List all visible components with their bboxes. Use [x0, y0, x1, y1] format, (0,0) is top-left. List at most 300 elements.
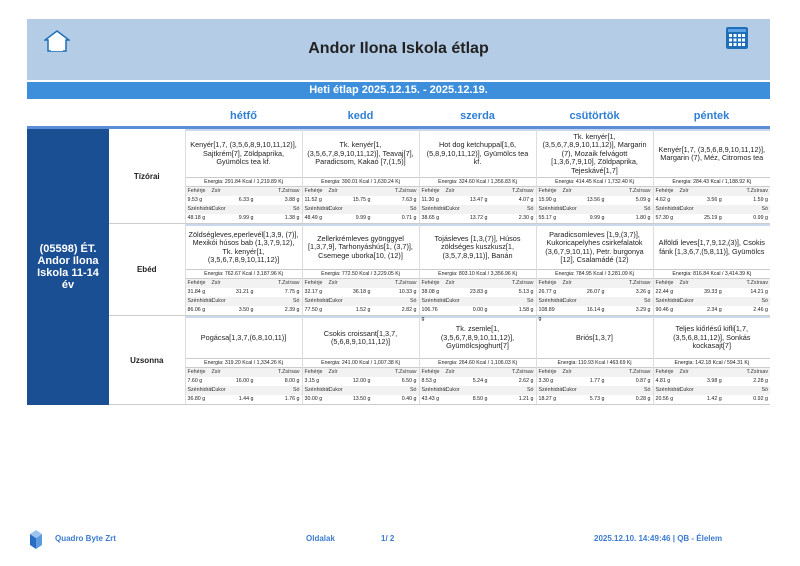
nutrient-row [303, 279, 419, 288]
nutrient-value: 9.99 g [589, 215, 605, 221]
nutrient-value: 36.18 g [352, 289, 371, 295]
nutrient-value: Fehérje [655, 280, 674, 286]
nutrient-row [654, 306, 771, 315]
energy-value: Energia: 803.10 Kcal / 3,356.96 Kj [420, 269, 536, 279]
nutrient-value: 2.46 g [753, 307, 768, 313]
meal-row [27, 316, 770, 405]
menu-cell [419, 316, 536, 405]
nutrient-value: 3.26 g [635, 289, 651, 295]
energy-value: Energia: 762.67 Kcal / 3,187.96 Kj [186, 269, 302, 279]
meal-description: Csokis croissant[1,3,7, (5,6,8,9,10,11,12)] [303, 316, 419, 358]
nutrient-value: Zsír [211, 188, 221, 194]
nutrient-value: T.Zsírsav [629, 188, 651, 194]
energy-value: Energia: 291.84 Kcal / 1,219.89 Kj [186, 177, 302, 187]
energy-value: Energia: 110.93 Kcal / 463.69 Kj [537, 358, 653, 368]
energy-value: Energia: 319.20 Kcal / 1,334.26 Kj [186, 358, 302, 368]
nutrient-value: 0.87 g [635, 378, 651, 384]
nutrient-value: 106.76 g [421, 307, 438, 322]
nutrient-row [537, 214, 653, 223]
institution-name: (05598) ÉT. Andor Ilona Iskola 11-14 év [27, 128, 109, 405]
nutrient-value: 0.28 g [635, 396, 651, 402]
nutrient-value: 26.77 g [538, 289, 557, 295]
energy-value: Energia: 284.43 Kcal / 1,188.92 Kj [654, 177, 771, 187]
nutrient-row [537, 196, 653, 205]
nutrient-value: 30.00 g [304, 396, 323, 402]
nutrient-value: Cukor [562, 206, 577, 212]
meal-description: Tk. kenyér[1, (3,5,6,7,8,9,10,11,12)], Teavaj[7], Paradicsom, Kakaó [7,(1,5)] [303, 129, 419, 177]
menu-cell [302, 224, 419, 316]
nutrient-value: 8.50 g [472, 396, 488, 402]
nutrient-value: Fehérje [655, 369, 674, 375]
nutrient-value: Só [293, 206, 300, 212]
meal-description: Tk. kenyér[1, (3,5,6,7,8,9,10,11,12)], Margarin (7), Mozaik felvágott [1,3,6,7,9,10], Zöldpaprika, Tejeskávé[1,7] [537, 129, 653, 177]
meal-description: Hot dog ketchuppal[1,6, (5,8,9,10,11,12)], Gyümölcs tea kf. [420, 129, 536, 177]
nutrient-value: 13.50 g [352, 396, 371, 402]
nutrient-row [537, 368, 653, 377]
nutrient-value: 20.56 g [655, 396, 674, 402]
nutrient-row [186, 377, 302, 386]
nutrient-value: 3.15 g [304, 378, 320, 384]
nutrient-value: T.Zsírsav [746, 369, 768, 375]
nutrient-row [654, 395, 771, 404]
nutrient-value: Só [644, 206, 651, 212]
nutrient-value: Cukor [211, 387, 226, 393]
nutrient-value: 7.63 g [401, 197, 417, 203]
nutrient-value: Cukor [445, 298, 460, 304]
nutrient-value: 9.53 g [187, 197, 203, 203]
nutrient-value: Zsír [562, 369, 572, 375]
nutrient-value: 23.83 g [469, 289, 488, 295]
nutrient-value: Szénhidrát [304, 298, 330, 304]
nutrient-row [303, 395, 419, 404]
day-header: csütörtök [536, 106, 653, 128]
nutrient-value: Cukor [679, 206, 694, 212]
page-title: Andor Ilona Iskola étlap [308, 40, 489, 57]
nutrient-value: T.Zsírsav [629, 280, 651, 286]
nutrient-row [654, 214, 771, 223]
nutrient-value: 16.14 g [586, 307, 605, 313]
nutrient-value: 38.08 g [421, 289, 440, 295]
nutrient-value: Fehérje [538, 280, 557, 286]
nutrient-value: 9.99 g [238, 215, 254, 221]
nutrient-value: Fehérje [187, 188, 206, 194]
nutrient-value: 39.33 g [704, 289, 722, 295]
nutrient-value: Szénhidrát [304, 206, 330, 212]
nutrient-row [186, 297, 302, 306]
nutrient-value: 0.00 g [472, 307, 488, 313]
nutrient-value: 25.19 g [704, 215, 722, 221]
nutrient-value: Cukor [211, 206, 226, 212]
nutrient-value: Zsír [562, 188, 572, 194]
nutrient-row [303, 214, 419, 223]
nutrient-row [303, 196, 419, 205]
nutrient-value: 8.53 g [421, 378, 437, 384]
energy-value: Energia: 241.00 Kcal / 1,007.38 Kj [303, 358, 419, 368]
nutrient-value: 48.49 g [304, 215, 323, 221]
nutrient-value: Fehérje [655, 188, 674, 194]
energy-value: Energia: 142.18 Kcal / 594.31 Kj [654, 358, 771, 368]
week-range: Heti étlap 2025.12.15. - 2025.12.19. [27, 82, 770, 99]
nutrient-row [186, 306, 302, 315]
nutrient-row [420, 196, 536, 205]
nutrient-value: T.Zsírsav [512, 280, 534, 286]
nutrient-value: 12.00 g [352, 378, 371, 384]
nutrient-value: 1.42 g [707, 396, 722, 402]
footer-pages-value: 1/ 2 [381, 534, 395, 543]
nutrient-value: 31.21 g [235, 289, 254, 295]
nutrient-value: 11.52 g [304, 197, 322, 203]
nutrient-value: T.Zsírsav [278, 280, 300, 286]
nutrient-value: 48.18 g [187, 215, 206, 221]
day-header: kedd [302, 106, 419, 128]
nutrient-value: 1.21 g [518, 396, 534, 402]
nutrient-value: 32.17 g [304, 289, 323, 295]
nutrient-row [303, 386, 419, 395]
nutrient-value: 1.77 g [589, 378, 605, 384]
nutrient-row [186, 395, 302, 404]
nutrient-value: Fehérje [304, 280, 323, 286]
nutrient-value: T.Zsírsav [278, 188, 300, 194]
meal-description: Kenyér[1,7, (3,5,6,8,9,10,11,12)], Margarin (7), Méz, Citromos tea [654, 129, 771, 177]
nutrient-row [420, 377, 536, 386]
nutrient-value: Fehérje [304, 369, 323, 375]
menu-cell [185, 316, 302, 405]
menu-cell [536, 224, 653, 322]
nutrient-value: Só [293, 387, 300, 393]
day-header: szerda [419, 106, 536, 128]
nutrient-value: 22.44 g [655, 289, 674, 295]
nutrient-row [654, 386, 771, 395]
day-header: péntek [653, 106, 770, 128]
menu-table [27, 106, 770, 405]
nutrient-value: 55.17 g [538, 215, 557, 221]
nutrient-row [303, 288, 419, 297]
nutrient-value: Só [644, 298, 651, 304]
nutrient-value: Cukor [328, 206, 343, 212]
nutrient-value: T.Zsírsav [395, 280, 417, 286]
menu-cell [419, 128, 536, 224]
energy-value: Energia: 772.50 Kcal / 3,229.05 Kj [303, 269, 419, 279]
nutrient-value: 5.24 g [472, 378, 488, 384]
nutrient-value: T.Zsírsav [746, 280, 768, 286]
nutrient-value: 1.76 g [284, 396, 300, 402]
nutrient-value: Cukor [445, 206, 460, 212]
nutrient-value: 26.07 g [586, 289, 605, 295]
nutrient-value: 5.73 g [589, 396, 605, 402]
page-header [27, 19, 770, 80]
nutrient-value: 15.90 g [538, 197, 557, 203]
nutrient-value: Só [761, 206, 768, 212]
nutrient-row [186, 196, 302, 205]
nutrient-value: T.Zsírsav [746, 188, 768, 194]
nutrient-value: Fehérje [187, 280, 206, 286]
meal-label: Ebéd [109, 224, 185, 316]
nutrient-value: Cukor [679, 298, 694, 304]
nutrient-row [654, 196, 771, 205]
energy-value: Energia: 264.60 Kcal / 1,106.03 Kj [420, 358, 536, 368]
nutrient-value: 8.00 g [284, 378, 300, 384]
nutrient-row [420, 205, 536, 214]
nutrient-row [186, 279, 302, 288]
calendar-icon[interactable] [726, 27, 748, 49]
nutrient-value: Cukor [679, 387, 694, 393]
nutrient-value: 5.09 g [635, 197, 651, 203]
energy-value: Energia: 390.01 Kcal / 1,630.24 Kj [303, 177, 419, 187]
nutrient-value: 10.33 g [398, 289, 417, 295]
nutrient-value: 2.62 g [518, 378, 534, 384]
nutrient-value: 90.46 g [655, 307, 674, 313]
nutrient-value: 3.56 g [707, 197, 722, 203]
nutrient-value: Szénhidrát [538, 298, 564, 304]
nutrient-value: T.Zsírsav [278, 369, 300, 375]
nutrient-value: 7.75 g [284, 289, 300, 295]
meal-row [27, 224, 770, 316]
nutrient-value: Só [410, 387, 417, 393]
nutrient-value: 9.99 g [355, 215, 371, 221]
nutrient-value: Szénhidrát [655, 206, 681, 212]
nutrient-value: 36.80 g [187, 396, 206, 402]
menu-cell [536, 128, 653, 224]
nutrient-value: Só [527, 387, 534, 393]
nutrient-value: 31.84 g [187, 289, 206, 295]
nutrient-value: 77.50 g [304, 307, 323, 313]
nutrient-value: Só [761, 298, 768, 304]
nutrient-value: Zsír [445, 188, 455, 194]
nutrient-row [537, 386, 653, 395]
nutrient-value: 13.72 g [469, 215, 488, 221]
nutrient-value: 14.21 g [750, 289, 768, 295]
nutrient-value: Zsír [679, 369, 689, 375]
nutrient-value: 3.30 g [538, 378, 554, 384]
nutrient-value: 1.80 g [635, 215, 651, 221]
menu-cell [302, 316, 419, 405]
meal-description: Tojásleves [1,3,(7)], Húsos zöldséges kuszkusz[1, (3,5,7,8,9,11)], Banán [420, 224, 536, 269]
nutrient-value: Szénhidrát [304, 387, 330, 393]
footer-company: Quadro Byte Zrt [55, 534, 116, 543]
menu-cell [653, 128, 770, 224]
nutrient-row [420, 297, 536, 306]
nutrient-row [420, 306, 536, 322]
nutrient-row [654, 205, 771, 214]
nutrient-row [303, 377, 419, 386]
nutrient-row [537, 288, 653, 297]
nutrient-value: 11.30 g [421, 197, 439, 203]
nutrient-value: T.Zsírsav [512, 369, 534, 375]
nutrient-value: 4.07 g [518, 197, 534, 203]
menu-cell [536, 316, 653, 405]
nutrient-value: Só [293, 298, 300, 304]
nutrient-value: Cukor [445, 387, 460, 393]
meal-description: Pogácsa[1,3,7,(6,8,10,11)] [186, 316, 302, 358]
nutrient-row [654, 279, 771, 288]
nutrient-row [303, 306, 419, 315]
menu-cell [653, 316, 770, 405]
meal-description: Briós[1,3,7] [537, 316, 653, 358]
nutrient-row [537, 395, 653, 404]
nutrient-row [186, 386, 302, 395]
nutrient-value: Fehérje [538, 369, 557, 375]
menu-cell [185, 224, 302, 316]
nutrient-row [420, 395, 536, 404]
nutrient-row [303, 368, 419, 377]
nutrient-value: 1.44 g [238, 396, 254, 402]
nutrient-value: Zsír [328, 280, 338, 286]
nutrient-value: Szénhidrát [421, 387, 447, 393]
nutrient-value: Só [527, 298, 534, 304]
nutrient-value: Cukor [562, 387, 577, 393]
day-header: hétfő [185, 106, 302, 128]
meal-description: Paradicsomleves [1,9,(3,7)], Kukoricapelyhes csirkefalatok (3,6,7,9,10,11), Petr. burgonya [12], Csalamádé (12) [537, 224, 653, 269]
nutrient-row [537, 377, 653, 386]
nutrient-row [654, 377, 771, 386]
nutrient-value: 3.98 g [707, 378, 722, 384]
energy-value: Energia: 816.84 Kcal / 3,414.39 Kj [654, 269, 771, 279]
nutrient-value: Cukor [562, 298, 577, 304]
nutrient-value: 0.92 g [753, 396, 768, 402]
nutrient-row [537, 306, 653, 322]
nutrient-value: 13.56 g [586, 197, 605, 203]
nutrient-value: Szénhidrát [187, 387, 213, 393]
nutrient-value: 108.89 g [538, 307, 555, 322]
nutrient-row [186, 205, 302, 214]
nutrient-value: Cukor [328, 298, 343, 304]
nutrient-row [537, 187, 653, 196]
nutrient-value: 15.75 g [352, 197, 371, 203]
meal-description: Kenyér[1,7, (3,5,6,8,9,10,11,12)], Sajtkrém[7], Zöldpaprika, Gyümölcs tea kf. [186, 129, 302, 177]
nutrient-value: 13.47 g [469, 197, 488, 203]
footer-pages-label: Oldalak [306, 534, 335, 543]
footer-timestamp: 2025.12.10. 14:49:46 | QB - Élelem [594, 534, 723, 543]
nutrient-row [420, 279, 536, 288]
nutrient-value: Cukor [211, 298, 226, 304]
nutrient-value: 2.82 g [401, 307, 417, 313]
nutrient-value: 4.62 g [655, 197, 671, 203]
nutrient-row [420, 214, 536, 223]
nutrient-value: 6.33 g [238, 197, 254, 203]
nutrient-value: 3.88 g [284, 197, 300, 203]
nutrient-value: Zsír [445, 369, 455, 375]
nutrient-value: T.Zsírsav [512, 188, 534, 194]
nutrient-row [420, 187, 536, 196]
nutrient-value: 1.52 g [355, 307, 371, 313]
nutrient-row [654, 187, 771, 196]
energy-value: Energia: 784.95 Kcal / 3,281.09 Kj [537, 269, 653, 279]
nutrient-value: Só [761, 387, 768, 393]
meal-label: Tízórai [109, 128, 185, 224]
nutrient-value: Só [410, 206, 417, 212]
nutrient-row [303, 205, 419, 214]
nutrient-value: Zsír [679, 188, 689, 194]
nutrient-value: Zsír [679, 280, 689, 286]
nutrient-value: Szénhidrát [187, 206, 213, 212]
nutrient-value: 7.60 g [187, 378, 203, 384]
nutrient-row [537, 279, 653, 288]
menu-cell [653, 224, 770, 316]
nutrient-row [186, 187, 302, 196]
nutrient-value: 0.40 g [401, 396, 417, 402]
nutrient-value: Szénhidrát [187, 298, 213, 304]
nutrient-value: Zsír [211, 280, 221, 286]
nutrient-value: 18.27 g [538, 396, 557, 402]
nutrient-value: T.Zsírsav [395, 188, 417, 194]
nutrient-row [420, 386, 536, 395]
nutrient-row [186, 368, 302, 377]
meal-description: Teljes kiőrlésű kifli[1,7, (3,5,6,8,11,12)], Sonkás kockasajt[7] [654, 316, 771, 358]
nutrient-value: Zsír [562, 280, 572, 286]
nutrient-value: Fehérje [538, 188, 557, 194]
nutrient-value: T.Zsírsav [395, 369, 417, 375]
nutrient-value: Fehérje [421, 280, 440, 286]
nutrient-value: Szénhidrát [655, 387, 681, 393]
nutrient-row [654, 297, 771, 306]
menu-cell [419, 224, 536, 322]
nutrient-value: 2.28 g [753, 378, 768, 384]
nutrient-value: 43.43 g [421, 396, 440, 402]
menu-cell [185, 128, 302, 224]
nutrient-value: Zsír [328, 369, 338, 375]
nutrient-value: Zsír [328, 188, 338, 194]
nutrient-value: 86.06 g [187, 307, 206, 313]
nutrient-value: 1.58 g [518, 307, 534, 313]
nutrient-value: 3.29 g [635, 307, 651, 313]
nutrient-row [420, 288, 536, 297]
nutrient-row [654, 368, 771, 377]
nutrient-row [186, 288, 302, 297]
nutrient-row [537, 205, 653, 214]
meal-row [27, 128, 770, 224]
nutrient-row [420, 368, 536, 377]
nutrient-value: 38.65 g [421, 215, 440, 221]
nutrient-row [186, 214, 302, 223]
nutrient-value: Szénhidrát [655, 298, 681, 304]
nutrient-value: 57.30 g [655, 215, 674, 221]
meal-description: Alföldi leves[1,7,9,12,(3)], Csokis fánk [1,3,6,7,(5,8,11)], Gyümölcs [654, 224, 771, 269]
meal-description: Zöldségleves,eperlevél[1,3,9, (7)], Mexikói húsos bab (1,3,7,9,12), Tk. kenyér[1, (3,5,6,7,8,9,10,11,12)] [186, 224, 302, 269]
nutrient-value: Só [644, 387, 651, 393]
nutrient-row [303, 297, 419, 306]
nutrient-value: 2.34 g [707, 307, 722, 313]
header-blank-meal [109, 106, 185, 128]
meal-label: Uzsonna [109, 316, 185, 405]
nutrient-value: Só [410, 298, 417, 304]
nutrient-value: 16.00 g [235, 378, 254, 384]
nutrient-value: Fehérje [304, 188, 323, 194]
nutrient-value: Só [527, 206, 534, 212]
nutrient-value: 2.39 g [284, 307, 300, 313]
nutrient-value: 5.13 g [518, 289, 534, 295]
nutrient-row [303, 187, 419, 196]
nutrient-value: Fehérje [421, 369, 440, 375]
meal-description: Zellerkrémleves gyönggyel [1,3,7,9], Tarhonyáshús[1, (3,7)], Csemege uborka[10, (12)] [303, 224, 419, 269]
nutrient-value: 0.99 g [753, 215, 768, 221]
nutrient-value: Szénhidrát [421, 298, 447, 304]
energy-value: Energia: 324.60 Kcal / 1,356.83 Kj [420, 177, 536, 187]
nutrient-row [537, 297, 653, 306]
nutrient-value: Szénhidrát [538, 387, 564, 393]
energy-value: Energia: 414.45 Kcal / 1,732.40 Kj [537, 177, 653, 187]
nutrient-value: 6.50 g [401, 378, 417, 384]
nutrient-value: Szénhidrát [421, 206, 447, 212]
nutrient-value: 1.38 g [284, 215, 300, 221]
nutrient-value: Zsír [211, 369, 221, 375]
nutrient-value: 4.81 g [655, 378, 671, 384]
nutrient-value: Fehérje [421, 188, 440, 194]
nutrient-value: Fehérje [187, 369, 206, 375]
meal-description: Tk. zsemle[1, (3,5,6,7,8,9,10,11,12)], Gyümölcsjoghurt[7] [420, 316, 536, 358]
nutrient-row [654, 288, 771, 297]
nutrient-value: Zsír [445, 280, 455, 286]
nutrient-value: Cukor [328, 387, 343, 393]
